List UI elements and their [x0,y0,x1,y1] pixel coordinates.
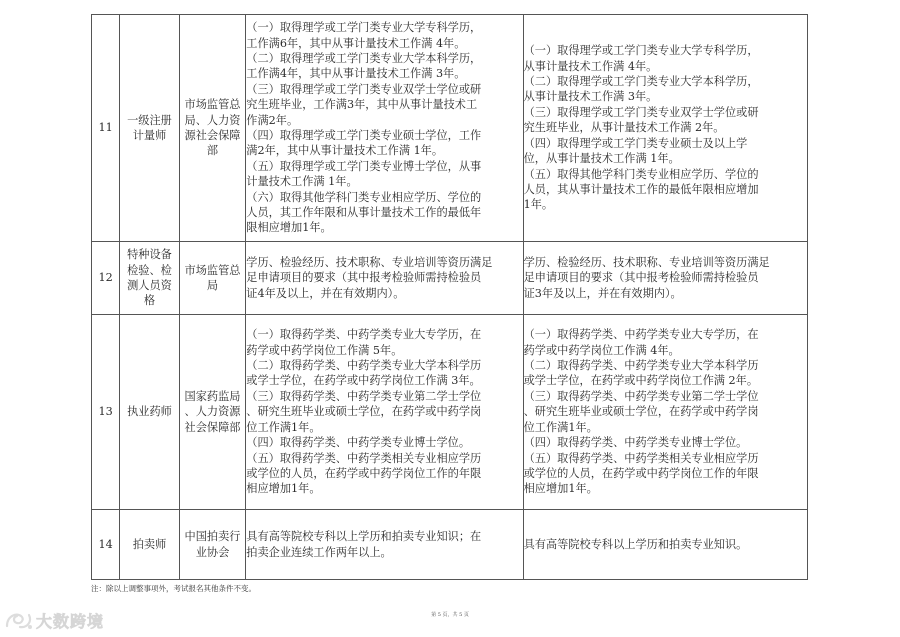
requirement-line: （一）取得理学或工学门类专业大学专科学历， [523,44,759,58]
requirement-line: 人员，其工作年限和从事计量技术工作的最低年 [246,206,482,220]
department-line: 市场监管总 [184,263,241,277]
requirement-line: 相应增加1年。 [246,482,321,496]
row-number: 11 [92,15,120,242]
qualification-name-line: 计量师 [132,129,167,142]
department-line: 业协会 [195,545,230,559]
requirement-line: 位工作满1年。 [246,420,321,434]
requirement-line: 具有高等院校专科以上学历和拍卖专业知识；在 [246,530,482,544]
department-line: 国家药监局 [184,389,241,403]
requirement-line: （二）取得药学类、中药学类专业大学本科学历 [246,359,482,373]
requirement-line: 具有高等院校专科以上学历和拍卖专业知识。 [523,537,748,551]
row-number: 12 [92,242,120,315]
requirement-line: 计量技术工作满 1年。 [246,175,358,189]
department-line: 局 [206,279,219,292]
requirement-line: 或学士学位，在药学或中药学岗位工作满 3年。 [246,374,481,388]
requirement-line: 工作满4年，其中从事计量技术工作满 3年。 [246,67,466,81]
requirement-line: （一）取得药学类、中药学类专业大专学历，在 [246,328,482,342]
adjusted-requirements [523,15,807,242]
department-line: 社会保障部 [184,420,241,434]
requirement-line: 学历、检验经历、技术职称、专业培训等资历满足 [523,255,770,269]
requirement-line: 从事计量技术工作满 3年。 [523,90,658,104]
department-line: 、人力资源 [184,405,241,419]
qualification-name [120,315,179,510]
requirement-line: 、研究生班毕业或硕士学位，在药学或中药学岗 [246,405,482,419]
requirement-line: 满2年，其中从事计量技术工作满 1年。 [246,144,444,158]
requirement-line: 作满2年。 [246,113,299,127]
qualification-name-line: 拍卖师 [132,537,167,551]
department-line: 中国拍卖行 [184,530,241,544]
requirement-line: 足申请项目的要求（其中报考检验师需持检验员 [523,271,759,285]
adjusted-requirements [523,242,807,315]
page-number: 第 5 页，共 5 页 [431,612,469,618]
requirement-line: （四）取得药学类、中药学类专业博士学位。 [523,436,748,450]
requirement-line: 工作满6年，其中从事计量技术工作满 4年。 [246,36,466,50]
qualification-name-line: 检验、检 [127,263,172,277]
watermark [4,609,104,632]
footnote: 注：除以上调整事项外，考试报名其他条件不变。 [91,584,256,593]
qualification-name-line: 测人员资 [127,279,172,292]
requirement-line: （六）取得其他学科门类专业相应学历、学位的 [246,190,482,204]
requirement-line: （二）取得理学或工学门类专业大学本科学历， [246,51,482,65]
requirement-line: 人员，其从事计量技术工作的最低年限相应增加 [523,182,759,196]
requirement-line: 1年。 [523,198,554,212]
row-number: 13 [92,315,120,510]
adjusted-requirements [523,510,807,580]
requirement-line: 、研究生班毕业或硕士学位，在药学或中药学岗 [523,405,759,419]
requirement-line: （三）取得药学类、中药学类专业第二学士学位 [246,389,482,403]
original-requirements [246,242,523,315]
requirement-line: 位工作满1年。 [523,420,598,434]
requirement-line: 从事计量技术工作满 4年。 [523,59,658,73]
watermark-text: 大数跨境 [36,612,105,631]
requirement-line: 证4年及以上，并在有效期内）。 [246,286,405,300]
requirement-line: （四）取得药学类、中药学类专业博士学位。 [246,436,471,450]
issuing-department [179,315,246,510]
requirement-line: 足申请项目的要求（其中报考检验师需持检验员 [246,271,482,285]
requirement-line: （四）取得理学或工学门类专业硕士及以上学 [523,136,748,150]
requirement-line: 相应增加1年。 [523,482,598,496]
qualification-name-line: 特种设备 [127,248,172,262]
requirement-line: 位，从事计量技术工作满 1年。 [523,152,680,166]
requirement-line: 究生班毕业，从事计量技术工作满 2年。 [523,121,725,135]
requirement-line: 或学位的人员，在药学或中药学岗位工作的年限 [246,466,482,480]
original-requirements [246,15,523,242]
requirement-line: （五）取得药学类、中药学类相关专业相应学历 [523,451,759,465]
qualification-name [120,510,179,580]
requirement-line: 或学士学位，在药学或中药学岗位工作满 2年。 [523,374,759,388]
requirement-line: （五）取得药学类、中药学类相关专业相应学历 [246,451,482,465]
table-row [92,15,808,242]
qualification-name-line: 执业药师 [127,405,172,419]
department-line: 局、人力资 [184,113,241,127]
row-number: 14 [92,510,120,580]
requirement-line: 学历、检验经历、技术职称、专业培训等资历满足 [246,255,493,269]
qualification-name-line: 格 [143,294,156,308]
original-requirements [246,510,523,580]
requirement-line: 究生班毕业，工作满3年，其中从事计量技术工 [246,98,478,112]
adjusted-requirements [523,315,807,510]
requirement-line: （五）取得其他学科门类专业相应学历、学位的 [523,167,759,181]
department-line: 市场监管总 [184,98,241,112]
table-row [92,510,808,580]
issuing-department [179,510,246,580]
requirement-line: （三）取得理学或工学门类专业双学士学位或研 [523,105,759,119]
requirement-line: 证3年及以上，并在有效期内）。 [523,286,682,300]
requirement-line: （二）取得药学类、中药学类专业大学本科学历 [523,359,759,373]
requirement-line: 拍卖企业连续工作两年以上。 [246,545,392,559]
department-line: 源社会保障 [184,129,241,142]
requirement-line: 限相应增加1年。 [246,221,332,235]
requirement-line: 或学位的人员，在药学或中药学岗位工作的年限 [523,466,759,480]
original-requirements [246,315,523,510]
requirement-line: 药学或中药学岗位工作满 4年。 [523,343,680,357]
requirement-line: （二）取得理学或工学门类专业大学本科学历， [523,75,759,89]
issuing-department [179,15,246,242]
brand-logo-icon [4,610,34,632]
department-line: 部 [206,144,219,158]
qualification-name [120,242,179,315]
requirement-line: （四）取得理学或工学门类专业硕士学位，工作 [246,129,482,142]
requirement-line: （五）取得理学或工学门类专业博士学位，从事 [246,159,482,173]
requirement-line: （一）取得理学或工学门类专业大学专科学历， [246,21,482,35]
requirement-line: （三）取得药学类、中药学类专业第二学士学位 [523,389,759,403]
table-row [92,315,808,510]
table-row [92,242,808,315]
requirement-line: （三）取得理学或工学门类专业双学士学位或研 [246,82,482,96]
qualification-table [91,14,808,580]
requirement-line: 药学或中药学岗位工作满 5年。 [246,343,403,357]
qualification-name-line: 一级注册 [127,113,172,127]
requirement-line: （一）取得药学类、中药学类专业大专学历，在 [523,328,759,342]
qualification-name [120,15,179,242]
issuing-department [179,242,246,315]
